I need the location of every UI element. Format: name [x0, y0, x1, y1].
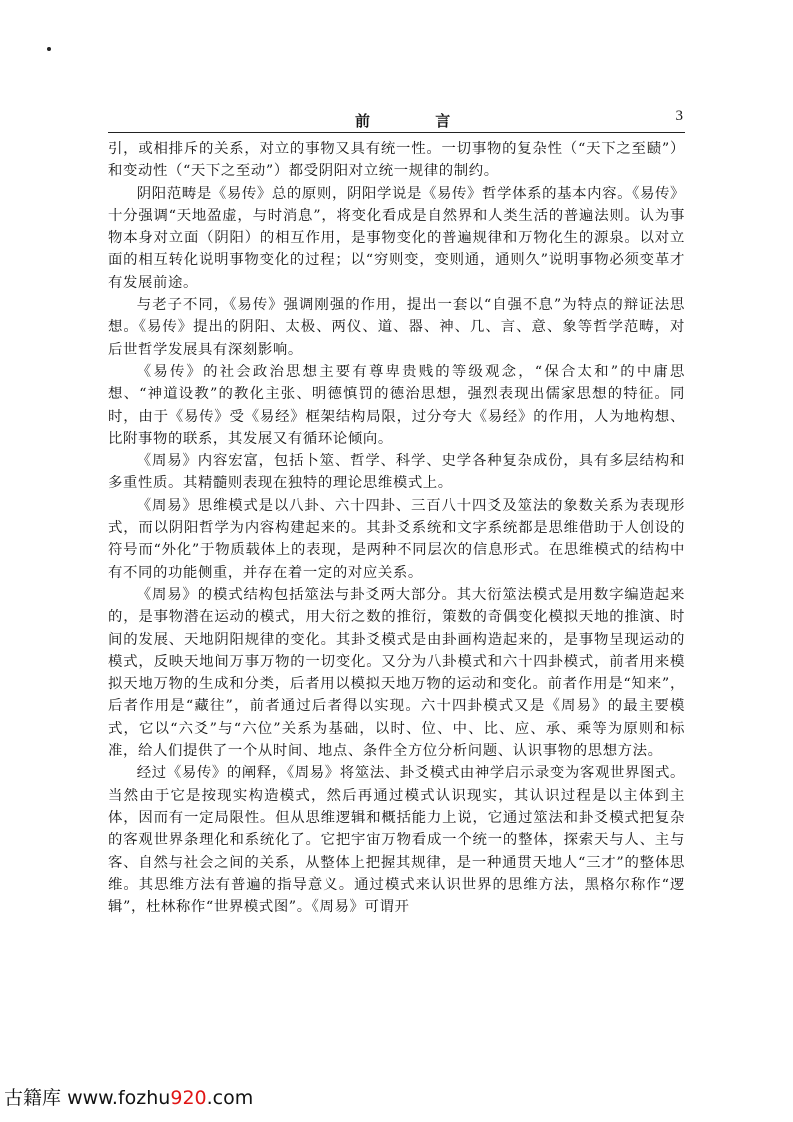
- page-header: [108, 108, 685, 134]
- paragraph-thinking-model: 《周易》思维模式是以八卦、六十四卦、三百八十四爻及筮法的象数关系为表现形式，而以阴阳哲学为内容构建起来的。其卦爻系统和文字系统都是思维借助于人创设的符号而“外化”于物质载体上的表现，是两种不同层次的信息形式。在思维模式的结构中有不同的功能侧重，并存在着一定的对应关系。: [108, 497, 685, 581]
- paragraph-continuation: 引，或相排斥的关系，对立的事物又具有统一性。一切事物的复杂性（“天下之至赜”）和变动性（“天下之至动”）都受阴阳对立统一规律的制约。: [108, 141, 685, 180]
- body-text: [108, 138, 685, 918]
- paragraph-interpretation: 经过《易传》的阐释，《周易》将筮法、卦爻模式由神学启示录变为客观世界图式。当然由于它是按现实构造模式，然后再通过模式认识现实，其认识过程是以主体到主体，因而有一定局限性。但从思维逻辑和概括能力上说，它通过筮法和卦爻模式把复杂的客观世界条理化和系统化了。它把宇宙万物看成一个统一的整体，探索天与人、主与客、自然与社会之间的关系，从整体上把握其规律，是一种通贯天地人“三才”的整体思维。其思维方法有普遍的指导意义。通过模式来认识世界的思维方法，黑格尔称作“逻辑”，杜林称作“世界模式图”。《周易》可谓开: [108, 765, 685, 916]
- header-rule: [108, 132, 685, 133]
- page-number: 3: [675, 108, 683, 124]
- site-name: 古籍库: [4, 1087, 62, 1109]
- scan-speck: [47, 47, 51, 51]
- watermark-footer: [4, 1083, 253, 1110]
- running-title: 前 言: [355, 112, 481, 130]
- paragraph-content: 《周易》内容宏富，包括卜筮、哲学、科学、史学各种复杂成份，具有多层结构和多重性质。其精髓则表现在独特的理论思维模式上。: [108, 453, 685, 492]
- site-url-prefix: www.fozhu: [67, 1087, 171, 1109]
- paragraph-politics: 《易传》的社会政治思想主要有尊卑贵贱的等级观念，“保合太和”的中庸思想、“神道设教”的教化主张、明德慎罚的德治思想，强烈表现出儒家思想的特征。同时，由于《易传》受《易经》框架结构局限，过分夸大《易经》的作用，人为地构想、比附事物的联系，其发展又有循环论倾向。: [108, 363, 685, 447]
- site-url-number: 920: [170, 1087, 207, 1109]
- paragraph-laozi: 与老子不同，《易传》强调刚强的作用，提出一套以“自强不息”为特点的辩证法思想。《易传》提出的阴阳、太极、两仪、道、器、神、几、言、意、象等哲学范畴，对后世哲学发展具有深刻影响。: [108, 297, 685, 358]
- site-url-suffix: .com: [206, 1087, 254, 1109]
- paragraph-structure: 《周易》的模式结构包括筮法与卦爻两大部分。其大衍筮法模式是用数字编造起来的，是事物潜在运动的模式，用大衍之数的推衍，策数的奇偶变化模拟天地的推演、时间的发展、天地阴阳规律的变化。其卦爻模式是由卦画构造起来的，是事物呈现运动的模式，反映天地间万事万物的一切变化。又分为八卦模式和六十四卦模式，前者用来模拟天地万物的生成和分类，后者用以模拟天地万物的运动和变化。前者作用是“知来”，后者作用是“藏往”，前者通过后者得以实现。六十四卦模式又是《周易》的最主要模式，它以“六爻”与“六位”关系为基础，以时、位、中、比、应、承、乘等为原则和标准，给人们提供了一个从时间、地点、条件全方位分析问题、认识事物的思想方法。: [108, 586, 685, 760]
- paragraph-yinyang: 阴阳范畴是《易传》总的原则，阴阳学说是《易传》哲学体系的基本内容。《易传》十分强调“天地盈虚，与时消息”，将变化看成是自然界和人类生活的普遍法则。认为事物本身对立面（阴阳）的相互作用，是事物变化的普遍规律和万物化生的源泉。以对立面的相互转化说明事物变化的过程；以“穷则变，变则通，通则久”说明事物必须变革才有发展前途。: [108, 185, 685, 291]
